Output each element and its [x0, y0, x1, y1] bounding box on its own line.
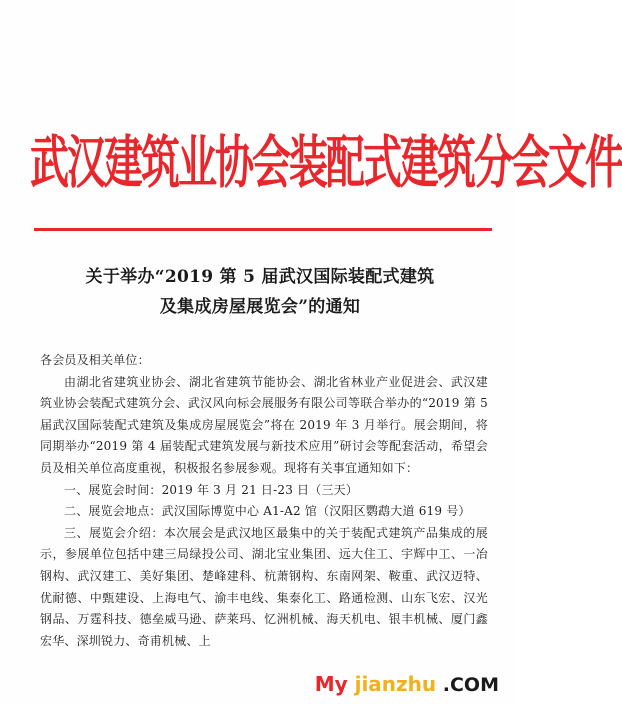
letterhead-divider [34, 228, 492, 231]
notice-body [40, 350, 488, 652]
watermark-suffix: .COM [436, 674, 499, 696]
letterhead-title: 武汉建筑业协会装配式建筑分会文件 [30, 131, 622, 197]
notice-title-line-2: 及集成房屋展览会”的通知 [159, 297, 361, 317]
watermark-name: jianzhu [354, 672, 437, 696]
item-exhibition-location: 二、展览会地点：武汉国际博览中心 A1-A2 馆（汉阳区鹦鹉大道 619 号） [64, 504, 471, 519]
notice-title-line-1: 关于举办“2019 第 5 届武汉国际装配式建筑 [85, 267, 435, 287]
body-paragraph-intro: 由湖北省建筑业协会、湖北省建筑节能协会、湖北省林业产业促进会、武汉建筑业协会装配式建筑分会、武汉风向标会展服务有限公司等联合举办的“2019 第 5 届武汉国际装配式建筑及集成房屋展览会”将在 2019 年 3 月举行。展会期间，将同期举办“2019 第 4 届装配式建筑发展与新技术应用”研讨会等配套活动，希望会员及相关单位高度重视，积极报名参展参观。现将有关事宜通知如下： [40, 374, 488, 475]
salutation: 各会员及相关单位： [40, 353, 150, 367]
site-watermark [315, 672, 499, 696]
item-exhibition-introduction: 三、展览会介绍：本次展会是武汉地区最集中的关于装配式建筑产品集成的展示，参展单位包括中建三局绿投公司、湖北宝业集团、远大住工、宇辉中工、一冶钢构、武汉建工、美好集团、楚峰建科、杭萧钢构、东南网架、鞍重、武汉迈特、优耐德、中甄建设、上海电气、渝丰电线、集泰化工、路通检测、山东飞宏、汉光钢品、万霆科技、德垒威马逊、萨莱玛、忆洲机械、海天机电、银丰机械、厦门鑫宏华、深圳锐力、奇甫机械、上 [40, 525, 488, 648]
item-exhibition-time: 一、展览会时间：2019 年 3 月 21 日-23 日（三天） [64, 482, 359, 497]
watermark-prefix: My [314, 672, 355, 696]
